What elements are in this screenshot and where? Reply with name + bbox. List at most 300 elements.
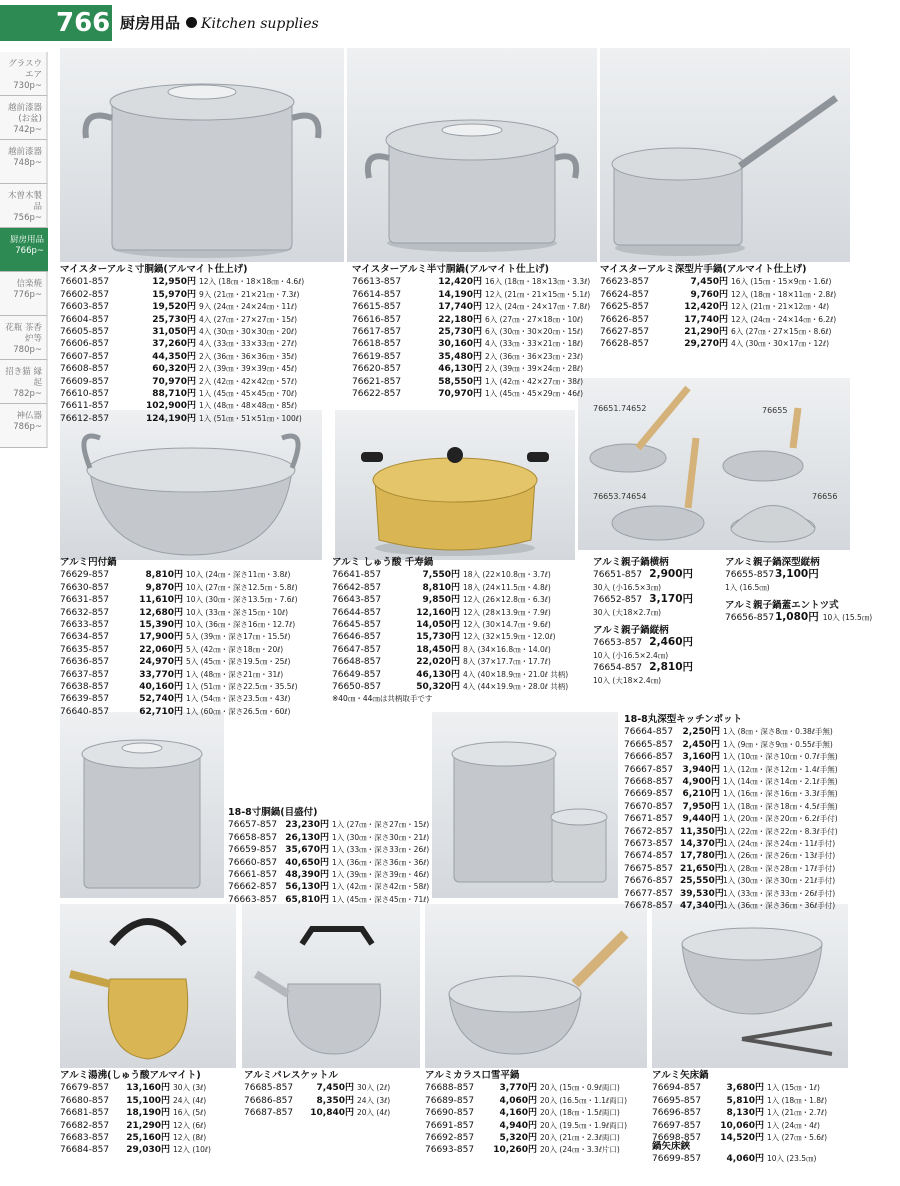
product-detail: 1入 (14㎝・深さ14㎝・2.1ℓ手無) bbox=[723, 777, 838, 787]
product-price: 65,810円 bbox=[285, 894, 329, 905]
product-price: 12,680円 bbox=[139, 607, 183, 618]
product-row bbox=[332, 644, 568, 656]
product-row bbox=[425, 1095, 627, 1107]
product-detail: 1入 (45㎝・深さ45㎝・71ℓ) bbox=[332, 894, 430, 904]
product-row bbox=[624, 739, 838, 751]
product-price: 2,810円 bbox=[649, 661, 693, 674]
product-code: 76626-857 bbox=[600, 314, 650, 325]
product-price: 31,050円 bbox=[152, 327, 196, 338]
page-header bbox=[0, 0, 900, 46]
side-tab[interactable] bbox=[0, 272, 48, 316]
photo-label: 76653.74654 bbox=[593, 492, 647, 501]
product-price: 58,550円 bbox=[438, 376, 482, 387]
product-price: 19,520円 bbox=[152, 302, 196, 313]
product-price: 14,050円 bbox=[416, 620, 460, 631]
product-price: 4,060円 bbox=[726, 1154, 764, 1165]
product-row bbox=[624, 863, 838, 875]
product-row-detail bbox=[725, 582, 820, 594]
product-detail: 12入 (30×14.7㎝・9.6ℓ) bbox=[463, 620, 551, 630]
product-code: 76674-857 bbox=[624, 851, 674, 862]
product-detail: 24入 (3ℓ) bbox=[357, 1095, 391, 1105]
product-price: 8,810円 bbox=[145, 570, 183, 581]
product-detail: 12入 (10ℓ) bbox=[173, 1145, 211, 1155]
product-detail: 10入 (小16.5×2.4㎝) bbox=[593, 650, 669, 660]
product-price: 39,530円 bbox=[680, 888, 724, 899]
product-code: 76666-857 bbox=[624, 752, 674, 763]
product-code: 76682-857 bbox=[60, 1120, 110, 1131]
product-price: 48,390円 bbox=[285, 870, 329, 881]
product-detail: 2入 (42㎝・42×42㎝・57ℓ) bbox=[199, 376, 298, 386]
product-price: 4,900円 bbox=[682, 777, 720, 788]
product-code: 76604-857 bbox=[60, 314, 110, 325]
product-code: 76603-857 bbox=[60, 302, 110, 313]
product-price: 12,420円 bbox=[684, 302, 728, 313]
side-tab-page: 742p~ bbox=[13, 125, 42, 135]
product-row bbox=[60, 400, 304, 412]
product-code: 76601-857 bbox=[60, 277, 110, 288]
product-code: 76665-857 bbox=[624, 739, 674, 750]
product-detail: 20入 (21㎝・2.3ℓ両口) bbox=[540, 1133, 620, 1143]
product-row bbox=[624, 764, 838, 776]
page-number: 766 bbox=[0, 5, 112, 41]
product-code: 76668-857 bbox=[624, 777, 674, 788]
side-tab[interactable] bbox=[0, 140, 48, 184]
product-code: 76661-857 bbox=[228, 870, 278, 881]
product-code: 76698-857 bbox=[652, 1133, 702, 1144]
photo-aluminum-kettle bbox=[60, 904, 236, 1068]
product-detail: 1入 (28㎝・深さ28㎝・17ℓ手付) bbox=[723, 863, 836, 873]
product-note: ※40㎝・44㎝は共柄取手です bbox=[332, 694, 433, 704]
side-index bbox=[0, 52, 48, 448]
product-code: 76645-857 bbox=[332, 620, 382, 631]
side-tab[interactable] bbox=[0, 316, 48, 360]
product-code: 76615-857 bbox=[352, 302, 402, 313]
product-code: 76629-857 bbox=[60, 570, 110, 581]
product-code: 76648-857 bbox=[332, 657, 382, 668]
product-block-oyako-futa bbox=[725, 600, 872, 625]
product-row bbox=[425, 1082, 627, 1094]
product-detail: 1入 (8㎝・深さ8㎝・0.38ℓ手無) bbox=[723, 727, 833, 737]
product-code: 76662-857 bbox=[228, 882, 278, 893]
product-price: 44,350円 bbox=[152, 351, 196, 362]
photo-senju-pot bbox=[335, 410, 575, 560]
side-tab-label: 越前漆器 bbox=[7, 147, 42, 157]
product-title: 18-8寸胴鍋(目盛付) bbox=[228, 807, 318, 818]
product-price: 8,130円 bbox=[726, 1108, 764, 1119]
product-price: 2,460円 bbox=[649, 636, 693, 649]
product-detail: 10入 (大18×2.4㎝) bbox=[593, 675, 662, 685]
product-row bbox=[332, 582, 568, 594]
product-price: 9,760円 bbox=[690, 289, 728, 300]
product-detail: 4入 (40×18.9㎝・21.0ℓ 共柄) bbox=[463, 669, 569, 679]
product-price: 24,970円 bbox=[139, 657, 183, 668]
product-detail: 1入 (48㎝・48×48㎝・85ℓ) bbox=[199, 401, 298, 411]
product-block-yattoko-scissors bbox=[652, 1141, 816, 1166]
product-code: 76664-857 bbox=[624, 727, 674, 738]
product-row bbox=[60, 1107, 211, 1119]
product-row bbox=[624, 888, 838, 900]
product-price: 7,550円 bbox=[422, 570, 460, 581]
product-code: 76644-857 bbox=[332, 607, 382, 618]
product-row bbox=[593, 594, 693, 606]
product-code: 76647-857 bbox=[332, 644, 382, 655]
product-code: 76609-857 bbox=[60, 376, 110, 387]
side-tab-page: 766p~ bbox=[15, 246, 44, 256]
product-block-saucepan bbox=[600, 264, 836, 351]
product-row bbox=[624, 751, 838, 763]
product-price: 18,190円 bbox=[126, 1108, 170, 1119]
product-price: 4,940円 bbox=[499, 1120, 537, 1131]
product-detail: 8入 (37×17.7㎝・17.7ℓ) bbox=[463, 657, 551, 667]
product-title: 鍋矢床鋏 bbox=[652, 1141, 691, 1152]
product-detail: 4入 (30㎝・30×30㎝・20ℓ) bbox=[199, 327, 298, 337]
product-detail: 2入 (36㎝・36×23㎝・23ℓ) bbox=[485, 351, 584, 361]
product-detail: 18入 (22×10.8㎝・3.7ℓ) bbox=[463, 570, 551, 580]
product-code: 76681-857 bbox=[60, 1108, 110, 1119]
product-code: 76646-857 bbox=[332, 632, 382, 643]
product-row bbox=[352, 289, 590, 301]
product-row bbox=[593, 662, 693, 674]
product-detail: 1入 (27㎝・5.6ℓ) bbox=[767, 1133, 828, 1143]
product-code: 76654-857 bbox=[593, 663, 643, 674]
product-code: 76602-857 bbox=[60, 289, 110, 300]
product-code: 76642-857 bbox=[332, 582, 382, 593]
product-code: 76663-857 bbox=[228, 894, 278, 905]
product-price: 21,290円 bbox=[684, 327, 728, 338]
product-code: 76699-857 bbox=[652, 1154, 702, 1165]
product-detail: 30入 (小16.5×3㎝) bbox=[593, 582, 662, 592]
product-price: 6,210円 bbox=[682, 789, 720, 800]
product-row bbox=[60, 376, 304, 388]
product-code: 76610-857 bbox=[60, 389, 110, 400]
product-row bbox=[244, 1095, 390, 1107]
product-detail: 1入 (16.5㎝) bbox=[725, 582, 770, 592]
side-tab-label: 信楽焼 bbox=[16, 279, 42, 289]
product-row bbox=[228, 819, 429, 831]
product-detail: 12入 (6ℓ) bbox=[173, 1120, 207, 1130]
product-block-round-pot bbox=[60, 557, 298, 718]
product-row bbox=[60, 363, 304, 375]
product-detail: 10入 (30㎝・深さ13.5㎝・7.6ℓ) bbox=[186, 595, 298, 605]
product-row bbox=[725, 569, 820, 581]
product-row bbox=[624, 850, 838, 862]
product-detail: 5入 (45㎝・深さ19.5㎝・25ℓ) bbox=[186, 657, 291, 667]
side-tab-label: 神仏器 bbox=[16, 411, 42, 421]
product-price: 124,190円 bbox=[146, 413, 196, 424]
product-code: 76605-857 bbox=[60, 327, 110, 338]
product-detail: 1入 (20㎝・深さ20㎝・6.2ℓ手付) bbox=[723, 814, 838, 824]
product-code: 76695-857 bbox=[652, 1095, 702, 1106]
product-row bbox=[624, 875, 838, 887]
side-tab[interactable] bbox=[0, 96, 48, 140]
product-row bbox=[60, 1095, 211, 1107]
title-en: Kitchen supplies bbox=[201, 16, 319, 32]
photo-palace-kettle bbox=[242, 904, 420, 1068]
product-code: 76638-857 bbox=[60, 682, 110, 693]
product-code: 76669-857 bbox=[624, 789, 674, 800]
product-row bbox=[600, 289, 836, 301]
product-detail: 1入 (33㎝・深さ33㎝・26ℓ) bbox=[332, 845, 430, 855]
product-code: 76678-857 bbox=[624, 901, 674, 912]
product-row bbox=[60, 413, 304, 425]
product-row bbox=[60, 276, 304, 288]
product-row bbox=[593, 637, 693, 649]
product-row bbox=[593, 569, 693, 581]
product-row bbox=[332, 681, 568, 693]
product-row bbox=[60, 656, 298, 668]
product-price: 52,740円 bbox=[139, 694, 183, 705]
product-code: 76622-857 bbox=[352, 389, 402, 400]
photo-label: 76655 bbox=[762, 406, 788, 415]
product-price: 50,320円 bbox=[416, 682, 460, 693]
product-row bbox=[60, 693, 298, 705]
product-price: 15,390円 bbox=[139, 620, 183, 631]
product-block-palace-kettle bbox=[244, 1070, 390, 1120]
product-detail: 20入 (19.5㎝・1.9ℓ両口) bbox=[540, 1120, 628, 1130]
product-detail: 12入 (21㎝・21×12㎝・4ℓ) bbox=[731, 302, 830, 312]
product-detail: 1入 (42㎝・深さ42㎝・58ℓ) bbox=[332, 882, 430, 892]
product-block-kettle bbox=[60, 1070, 211, 1157]
product-detail: 2入 (39㎝・39×39㎝・45ℓ) bbox=[199, 364, 298, 374]
product-code: 76685-857 bbox=[244, 1083, 294, 1094]
product-price: 3,770円 bbox=[499, 1083, 537, 1094]
product-row bbox=[652, 1107, 827, 1119]
product-code: 76643-857 bbox=[332, 595, 382, 606]
photo-label: 76651.74652 bbox=[593, 404, 647, 413]
product-code: 76671-857 bbox=[624, 814, 674, 825]
product-detail: 20入 (15㎝・0.9ℓ両口) bbox=[540, 1083, 620, 1093]
product-row bbox=[60, 351, 304, 363]
product-code: 76670-857 bbox=[624, 801, 674, 812]
product-row bbox=[352, 314, 590, 326]
product-detail: 20入 (16.5㎝・1.1ℓ両口) bbox=[540, 1095, 628, 1105]
side-tab-label: 招き猫 縁起 bbox=[5, 367, 42, 388]
product-code: 76657-857 bbox=[228, 820, 278, 831]
product-code: 76620-857 bbox=[352, 364, 402, 375]
product-row bbox=[352, 376, 590, 388]
product-row bbox=[352, 326, 590, 338]
product-row bbox=[60, 1082, 211, 1094]
product-row bbox=[228, 844, 429, 856]
product-price: 2,450円 bbox=[682, 739, 720, 750]
product-detail: 1入 (54㎝・深さ23.5㎝・43ℓ) bbox=[186, 694, 291, 704]
product-row bbox=[332, 631, 568, 643]
product-code: 76658-857 bbox=[228, 832, 278, 843]
product-row bbox=[60, 681, 298, 693]
product-detail: 9入 (24㎝・24×24㎝・11ℓ) bbox=[199, 302, 298, 312]
product-block-yukihira bbox=[425, 1070, 627, 1157]
product-row bbox=[600, 314, 836, 326]
product-price: 11,350円 bbox=[680, 826, 724, 837]
product-code: 76614-857 bbox=[352, 289, 402, 300]
product-detail: 4入 (33㎝・33×33㎝・27ℓ) bbox=[199, 339, 298, 349]
product-code: 76676-857 bbox=[624, 876, 674, 887]
product-row bbox=[60, 569, 298, 581]
product-title: アルミ親子鍋縦柄 bbox=[593, 625, 669, 636]
product-detail: 1入 (33㎝・深さ33㎝・26ℓ手付) bbox=[723, 888, 836, 898]
side-tab[interactable] bbox=[0, 404, 48, 448]
product-price: 60,320円 bbox=[152, 364, 196, 375]
product-price: 2,250円 bbox=[682, 727, 720, 738]
product-price: 15,100円 bbox=[126, 1095, 170, 1106]
product-block-oyako-fuka bbox=[725, 557, 820, 594]
product-detail: 12入 (18㎝・18×11㎝・2.8ℓ) bbox=[731, 289, 837, 299]
product-row bbox=[60, 631, 298, 643]
product-price: 4,160円 bbox=[499, 1108, 537, 1119]
product-row bbox=[352, 276, 590, 288]
product-detail: 6入 (27㎝・27×18㎝・10ℓ) bbox=[485, 314, 584, 324]
product-detail: 5入 (42㎝・深さ18㎝・20ℓ) bbox=[186, 644, 284, 654]
side-tab[interactable] bbox=[0, 52, 48, 96]
product-detail: 1入 (30㎝・深さ30㎝・21ℓ手付) bbox=[723, 876, 836, 886]
product-code: 76641-857 bbox=[332, 570, 382, 581]
product-price: 22,060円 bbox=[139, 644, 183, 655]
product-detail: 30入 (3ℓ) bbox=[173, 1083, 207, 1093]
product-detail: 8入 (34×16.8㎝・14.0ℓ) bbox=[463, 644, 551, 654]
product-detail: 6入 (30㎝・30×20㎝・15ℓ) bbox=[485, 327, 584, 337]
product-price: 5,320円 bbox=[499, 1133, 537, 1144]
product-row bbox=[332, 619, 568, 631]
product-detail: 1入 (15㎝・1ℓ) bbox=[767, 1083, 820, 1093]
product-detail: 10入 (36㎝・深さ16㎝・12.7ℓ) bbox=[186, 620, 296, 630]
product-price: 21,290円 bbox=[126, 1120, 170, 1131]
product-price: 3,940円 bbox=[682, 764, 720, 775]
product-code: 76675-857 bbox=[624, 863, 674, 874]
product-row-detail bbox=[593, 675, 693, 687]
product-detail: 1入 (48㎝・深さ21㎝・31ℓ) bbox=[186, 669, 284, 679]
product-row bbox=[332, 656, 568, 668]
product-row bbox=[652, 1082, 827, 1094]
product-row bbox=[425, 1132, 627, 1144]
product-row bbox=[60, 607, 298, 619]
product-detail: 1入 (36㎝・深さ36㎝・36ℓ手付) bbox=[723, 901, 836, 911]
product-detail: 1入 (26㎝・深さ26㎝・13ℓ手付) bbox=[723, 851, 836, 861]
product-code: 76650-857 bbox=[332, 682, 382, 693]
side-tab-label: 木曽木製品 bbox=[7, 191, 42, 212]
product-price: 12,420円 bbox=[438, 277, 482, 288]
product-row-detail bbox=[593, 607, 693, 619]
product-price: 70,970円 bbox=[152, 376, 196, 387]
product-row bbox=[60, 338, 304, 350]
product-code: 76694-857 bbox=[652, 1083, 702, 1094]
product-code: 76633-857 bbox=[60, 620, 110, 631]
product-block-senju-pot bbox=[332, 557, 568, 705]
product-detail: 1入 (60㎝・深さ26.5㎝・60ℓ) bbox=[186, 706, 291, 716]
product-code: 76673-857 bbox=[624, 839, 674, 850]
product-code: 76687-857 bbox=[244, 1108, 294, 1119]
product-row bbox=[60, 619, 298, 631]
product-row bbox=[652, 1120, 827, 1132]
product-price: 9,850円 bbox=[422, 595, 460, 606]
product-code: 76607-857 bbox=[60, 351, 110, 362]
product-detail: 1入 (51㎝・51×51㎝・100ℓ) bbox=[199, 413, 302, 423]
product-price: 10,260円 bbox=[493, 1145, 537, 1156]
product-code: 76619-857 bbox=[352, 351, 402, 362]
product-detail: 12入 (8ℓ) bbox=[173, 1133, 207, 1143]
product-row bbox=[600, 276, 836, 288]
product-detail: 10入 (24㎝・深さ11㎝・3.8ℓ) bbox=[186, 570, 291, 580]
product-code: 76686-857 bbox=[244, 1095, 294, 1106]
product-detail: 10入 (33㎝・深さ15㎝・10ℓ) bbox=[186, 607, 289, 617]
product-price: 5,810円 bbox=[726, 1095, 764, 1106]
product-row bbox=[60, 314, 304, 326]
product-detail: 1入 (16㎝・深さ16㎝・3.3ℓ手無) bbox=[723, 789, 838, 799]
product-code: 76617-857 bbox=[352, 327, 402, 338]
product-row bbox=[244, 1107, 390, 1119]
product-price: 46,130円 bbox=[438, 364, 482, 375]
product-detail: 12入 (32×15.9㎝・12.0ℓ) bbox=[463, 632, 556, 642]
product-row bbox=[60, 1132, 211, 1144]
product-price: 14,190円 bbox=[438, 289, 482, 300]
product-title: アルミ湯沸(しゅう酸アルマイト) bbox=[60, 1070, 201, 1081]
product-price: 35,670円 bbox=[285, 845, 329, 856]
product-row bbox=[600, 338, 836, 350]
product-row bbox=[60, 706, 298, 718]
product-price: 9,870円 bbox=[145, 582, 183, 593]
side-tab[interactable] bbox=[0, 360, 48, 404]
product-title: マイスターアルミ半寸胴鍋(アルマイト仕上げ) bbox=[352, 264, 549, 275]
side-tab-page: 756p~ bbox=[13, 213, 42, 223]
product-price: 9,440円 bbox=[682, 814, 720, 825]
side-tab-page: 780p~ bbox=[13, 345, 42, 355]
photo-aluminum-stockpot bbox=[60, 48, 344, 262]
product-price: 102,900円 bbox=[146, 401, 196, 412]
product-price: 30,160円 bbox=[438, 339, 482, 350]
product-price: 70,970円 bbox=[438, 389, 482, 400]
product-price: 17,900円 bbox=[139, 632, 183, 643]
product-code: 76628-857 bbox=[600, 339, 650, 350]
product-code: 76692-857 bbox=[425, 1133, 475, 1144]
side-tab[interactable] bbox=[0, 184, 48, 228]
product-price: 22,020円 bbox=[416, 657, 460, 668]
product-detail: 16入 (18㎝・18×13㎝・3.3ℓ) bbox=[485, 277, 591, 287]
product-detail: 16入 (15㎝・15×9㎝・1.6ℓ) bbox=[731, 277, 832, 287]
product-price: 17,780円 bbox=[680, 851, 724, 862]
product-detail: 12入 (28×13.9㎝・7.9ℓ) bbox=[463, 607, 551, 617]
product-detail: 12入 (24㎝・24×14㎝・6.2ℓ) bbox=[731, 314, 837, 324]
product-detail: 30入 (2ℓ) bbox=[357, 1083, 391, 1093]
product-row bbox=[352, 363, 590, 375]
product-code: 76679-857 bbox=[60, 1083, 110, 1094]
product-row bbox=[60, 326, 304, 338]
product-code: 76611-857 bbox=[60, 401, 110, 412]
product-code: 76632-857 bbox=[60, 607, 110, 618]
product-code: 76625-857 bbox=[600, 302, 650, 313]
product-code: 76693-857 bbox=[425, 1145, 475, 1156]
product-title: アルミ円付鍋 bbox=[60, 557, 117, 568]
product-row bbox=[228, 832, 429, 844]
product-price: 7,450円 bbox=[690, 277, 728, 288]
side-tab[interactable] bbox=[0, 228, 48, 272]
product-code: 76639-857 bbox=[60, 694, 110, 705]
product-price: 17,740円 bbox=[684, 314, 728, 325]
product-price: 29,270円 bbox=[684, 339, 728, 350]
product-block-oyako-yoko bbox=[593, 557, 693, 619]
product-price: 3,170円 bbox=[649, 593, 693, 606]
product-detail: 10入 (15.5㎝) bbox=[822, 613, 873, 623]
product-code: 76640-857 bbox=[60, 706, 110, 717]
product-block-yattoko bbox=[652, 1070, 827, 1144]
product-code: 76680-857 bbox=[60, 1095, 110, 1106]
product-price: 25,160円 bbox=[126, 1133, 170, 1144]
product-row bbox=[600, 326, 836, 338]
product-detail: 24入 (4ℓ) bbox=[173, 1095, 207, 1105]
product-price: 23,230円 bbox=[285, 820, 329, 831]
product-price: 7,450円 bbox=[316, 1083, 354, 1094]
product-row bbox=[600, 301, 836, 313]
product-detail: 20入 (4ℓ) bbox=[357, 1108, 391, 1118]
product-code: 76613-857 bbox=[352, 277, 402, 288]
